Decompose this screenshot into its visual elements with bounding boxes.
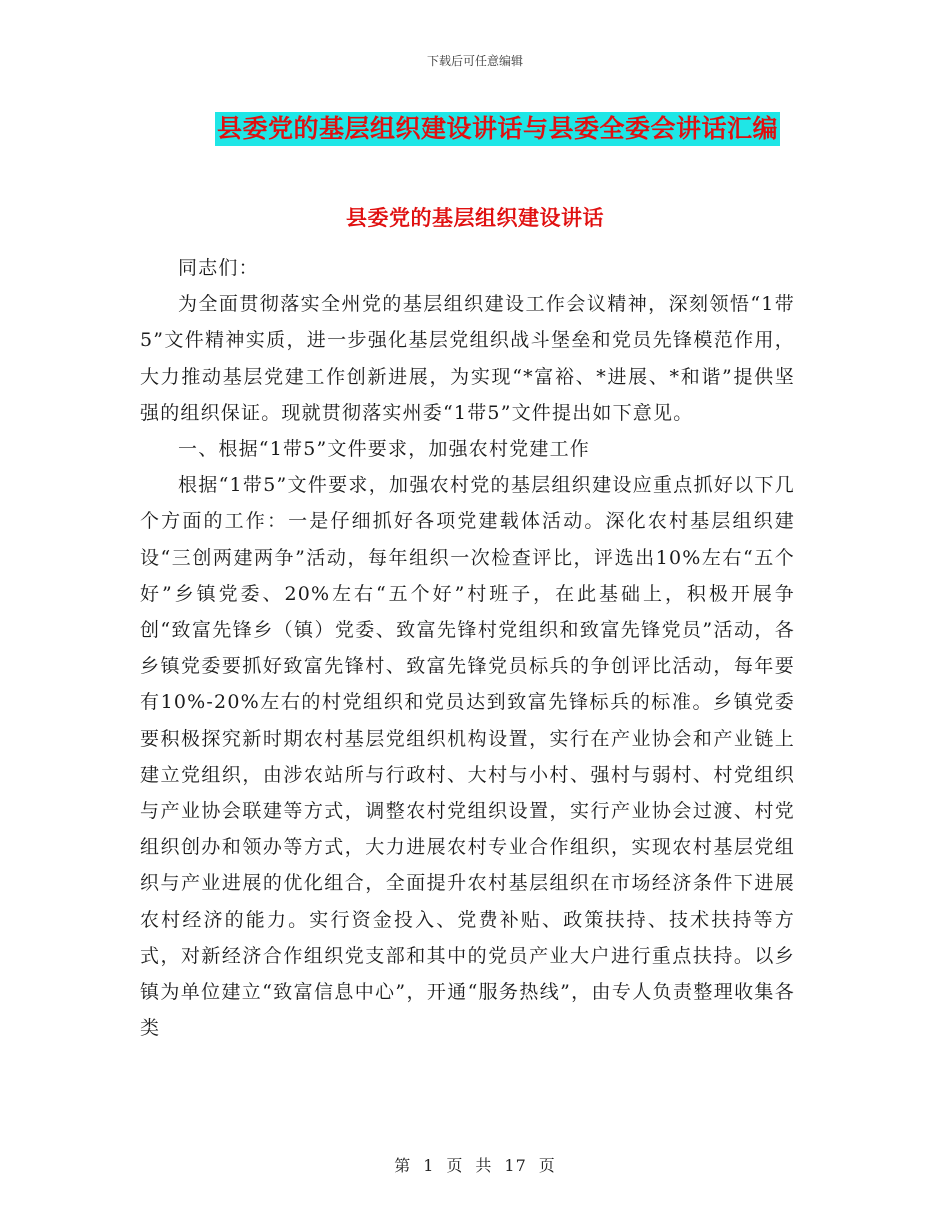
body-text: [140, 250, 795, 1046]
document-title: 县委党的基层组织建设讲话与县委全委会讲话汇编: [215, 112, 780, 146]
page-footer: [0, 1153, 950, 1176]
page-total: 17: [504, 1156, 527, 1175]
paragraph-rural-party-building: 根据“1带5”文件要求，加强农村党的基层组织建设应重点抓好以下几个方面的工作：一是仔细抓好各项党建载体活动。深化农村基层组织建设“三创两建两争”活动，每年组织一次检查评比，评选出10%左右“五个好”乡镇党委、20%左右“五个好”村班子，在此基础上，积极开展争创“致富先锋乡（镇）党委、致富先锋村党组织和致富先锋党员”活动，各乡镇党委要抓好致富先锋村、致富先锋党员标兵的争创评比活动，每年要有10%-20%左右的村党组织和党员达到致富先锋标兵的标准。乡镇党委要积极探究新时期农村基层党组织机构设置，实行在产业协会和产业链上建立党组织，由涉农站所与行政村、大村与小村、强村与弱村、村党组织与产业协会联建等方式，调整农村党组织设置，实行产业协会过渡、村党组织创办和领办等方式，大力进展农村专业合作组织，实现农村基层党组织与产业进展的优化组合，全面提升农村基层组织在市场经济条件下进展农村经济的能力。实行资金投入、党费补贴、政策扶持、技术扶持等方式，对新经济合作组织党支部和其中的党员产业大户进行重点扶持。以乡镇为单位建立“致富信息中心”，开通“服务热线”，由专人负责整理收集各类: [140, 474, 795, 1040]
salutation: 同志们：: [178, 257, 259, 279]
total-unit: 页: [538, 1156, 556, 1175]
section-title: 县委党的基层组织建设讲话: [346, 205, 604, 230]
document-title-container: [0, 112, 950, 146]
page-prefix: 第: [394, 1156, 412, 1175]
page-unit: 页: [446, 1156, 464, 1175]
total-prefix: 共: [475, 1156, 493, 1175]
page-current: 1: [423, 1156, 435, 1175]
heading-one: 一、根据“1带5”文件要求，加强农村党建工作: [178, 438, 591, 461]
paragraph-intro: 为全面贯彻落实全州党的基层组织建设工作会议精神，深刻领悟“1带5”文件精神实质，进一步强化基层党组织战斗堡垒和党员先锋模范作用，大力推动基层党建工作创新进展，为实现“*富裕、*进展、*和谐”提供坚强的组织保证。现就贯彻落实州委“1带5”文件提出如下意见。: [140, 293, 795, 424]
header-note: 下载后可任意编辑: [426, 54, 523, 68]
